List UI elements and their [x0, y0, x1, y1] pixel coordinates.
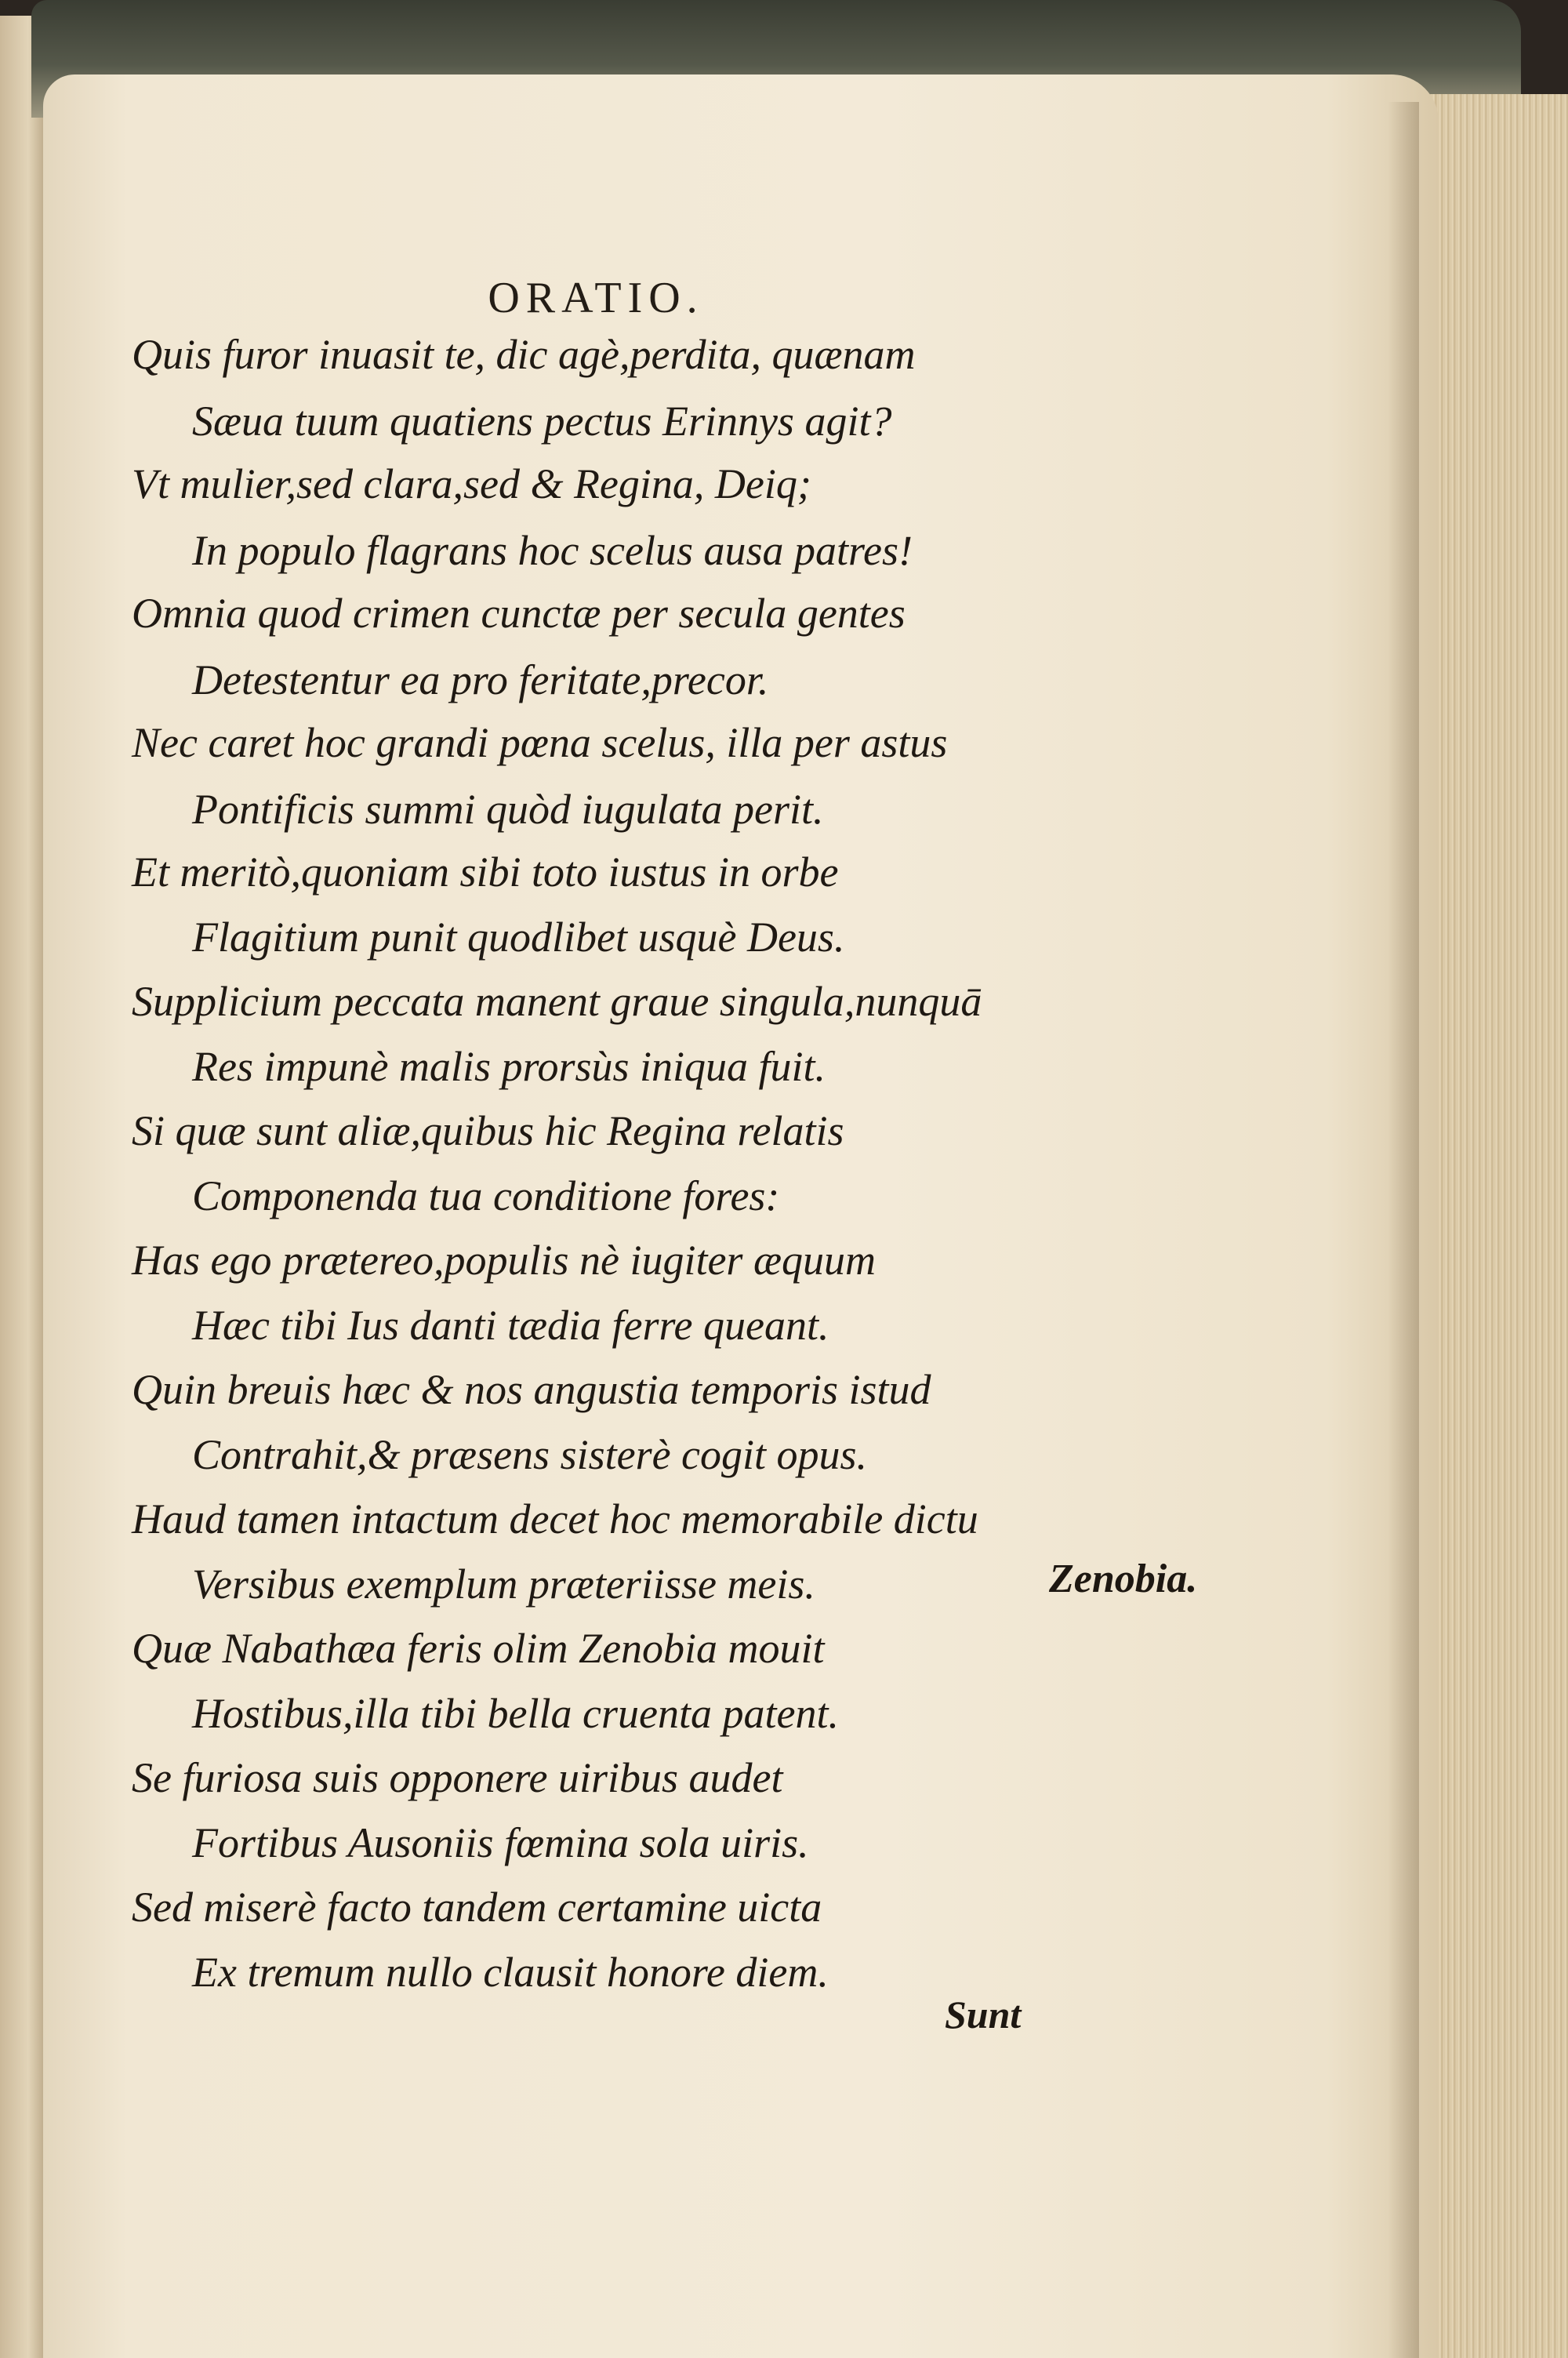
running-heading: ORATIO.	[488, 274, 704, 322]
verse-line: Vt mulier,sed clara,sed & Regina, Deiq;	[132, 460, 811, 507]
verse-line: Quis furor inuasit te, dic agè,perdita, quænam	[132, 331, 916, 378]
verse-line: Flagitium punit quodlibet usquè Deus.	[192, 914, 845, 961]
verse-line: Ex tremum nullo clausit honore diem.	[192, 1949, 829, 1996]
marginal-note: Zenobia.	[1049, 1557, 1198, 1601]
verse-line: Si quæ sunt aliæ,quibus hic Regina relatis	[132, 1107, 844, 1154]
verse-line: Contrahit,& præsens sisterè cogit opus.	[192, 1431, 868, 1478]
verse-line: Et meritò,quoniam sibi toto iustus in orbe	[132, 848, 839, 896]
left-page-edge	[0, 16, 47, 2358]
verse-line: Detestentur ea pro feritate,precor.	[192, 656, 769, 703]
verse-line: Hæc tibi Ius danti tædia ferre queant.	[192, 1302, 829, 1349]
verse-line: In populo flagrans hoc scelus ausa patres!	[192, 527, 913, 574]
page-gutter-shadow	[1388, 102, 1419, 2358]
verse-line: Has ego prætereo,populis nè iugiter æquum	[132, 1237, 876, 1284]
verse-line: Sæua tuum quatiens pectus Erinnys agit?	[192, 398, 892, 445]
verse-line: Omnia quod crimen cunctæ per secula gentes	[132, 590, 906, 637]
verse-line: Versibus exemplum præteriisse meis.	[192, 1560, 815, 1608]
verse-line: Se furiosa suis opponere uiribus audet	[132, 1754, 783, 1801]
verse-line: Hostibus,illa tibi bella cruenta patent.	[192, 1690, 839, 1737]
verse-line: Sed miserè facto tandem certamine uicta	[132, 1884, 822, 1931]
verse-line: Res impunè malis prorsùs iniqua fuit.	[192, 1043, 826, 1090]
catchword: Sunt	[945, 1993, 1022, 2036]
verse-line: Quin breuis hæc & nos angustia temporis istud	[132, 1366, 931, 1413]
verse-line: Componenda tua conditione fores:	[192, 1172, 780, 1219]
verse-line: Haud tamen intactum decet hoc memorabile dictu	[132, 1495, 978, 1542]
verse-line: Fortibus Ausoniis fœmina sola uiris.	[192, 1819, 809, 1866]
verse-line: Quæ Nabathæa feris olim Zenobia mouit	[132, 1625, 825, 1672]
verse-line: Nec caret hoc grandi pœna scelus, illa per astus	[132, 719, 948, 766]
verse-line: Supplicium peccata manent graue singula,nunquā	[132, 978, 982, 1025]
verse-line: Pontificis summi quòd iugulata perit.	[192, 786, 824, 833]
